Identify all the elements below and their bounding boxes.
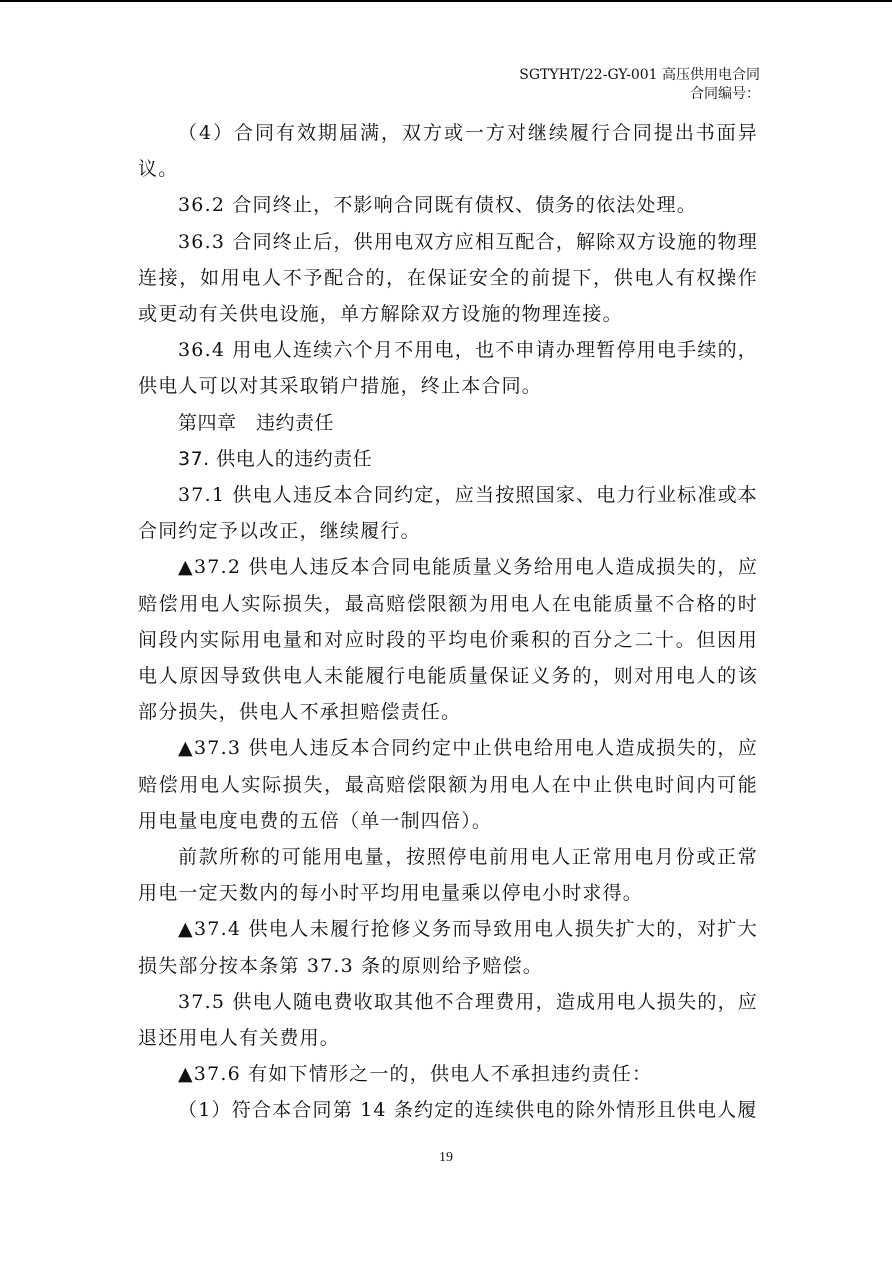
header-contract-number: 合同编号： [690,86,760,102]
paragraph-37-4: ▲37.4 供电人未履行抢修义务而导致用电人损失扩大的，对扩大损失部分按本条第 37.3 条的原则给予赔偿。 [138,918,758,977]
page-number: 19 [439,1150,453,1165]
paragraph-37-5: 37.5 供电人随电费收取其他不合理费用，造成用电人损失的，应退还用电人有关费用。 [138,990,758,1050]
page-top-border [0,0,892,2]
paragraph-36-4: 36.4 用电人连续六个月不用电，也不申请办理暂停用电手续的，供电人可以对其采取销户措施，终止本合同。 [138,339,758,398]
paragraph-37-1: 37.1 供电人违反本合同约定，应当按照国家、电力行业标准或本合同约定予以改正，继续履行。 [138,484,758,543]
chapter-heading: 第四章 违约责任 [178,411,335,434]
paragraph-36-1-item-4: （4）合同有效期届满，双方或一方对继续履行合同提出书面异议。 [138,122,758,181]
paragraph-37-6: ▲37.6 有如下情形之一的，供电人不承担违约责任： [178,1063,653,1086]
document-body [138,115,758,1129]
paragraph-37-3: ▲37.3 供电人违反本合同约定中止供电给用电人造成损失的，应赔偿用电人实际损失，最高赔偿限额为用电人在中止供电时间内可能用电量电度电费的五倍（单一制四倍）。 [138,737,758,832]
paragraph-37-2: ▲37.2 供电人违反本合同电能质量义务给用电人造成损失的，应赔偿用电人实际损失，最高赔偿限额为用电人在电能质量不合格的时间段内实际用电量和对应时段的平均电价乘积的百分之二十。但因用电人原因导致供电人未能履行电能质量保证义务的，则对用电人的该部分损失，供电人不承担赔偿责任。 [138,556,758,724]
paragraph-36-3: 36.3 合同终止后，供用电双方应相互配合，解除双方设施的物理连接，如用电人不予配合的，在保证安全的前提下，供电人有权操作或更动有关供电设施，单方解除双方设施的物理连接。 [138,230,758,326]
paragraph-37-3-note: 前款所称的可能用电量，按照停电前用电人正常用电月份或正常用电一定天数内的每小时平均用电量乘以停电小时求得。 [138,846,758,905]
paragraph-37-6-item-1: （1）符合本合同第 14 条约定的连续供电的除外情形且供电人履 [178,1099,758,1122]
document-header [519,66,760,104]
section-heading-37: 37. 供电人的违约责任 [178,447,373,470]
paragraph-36-2: 36.2 合同终止，不影响合同既有债权、债务的依法处理。 [178,194,697,217]
header-contract-code-title: SGTYHT/22-GY-001 高压供用电合同 [519,67,760,83]
